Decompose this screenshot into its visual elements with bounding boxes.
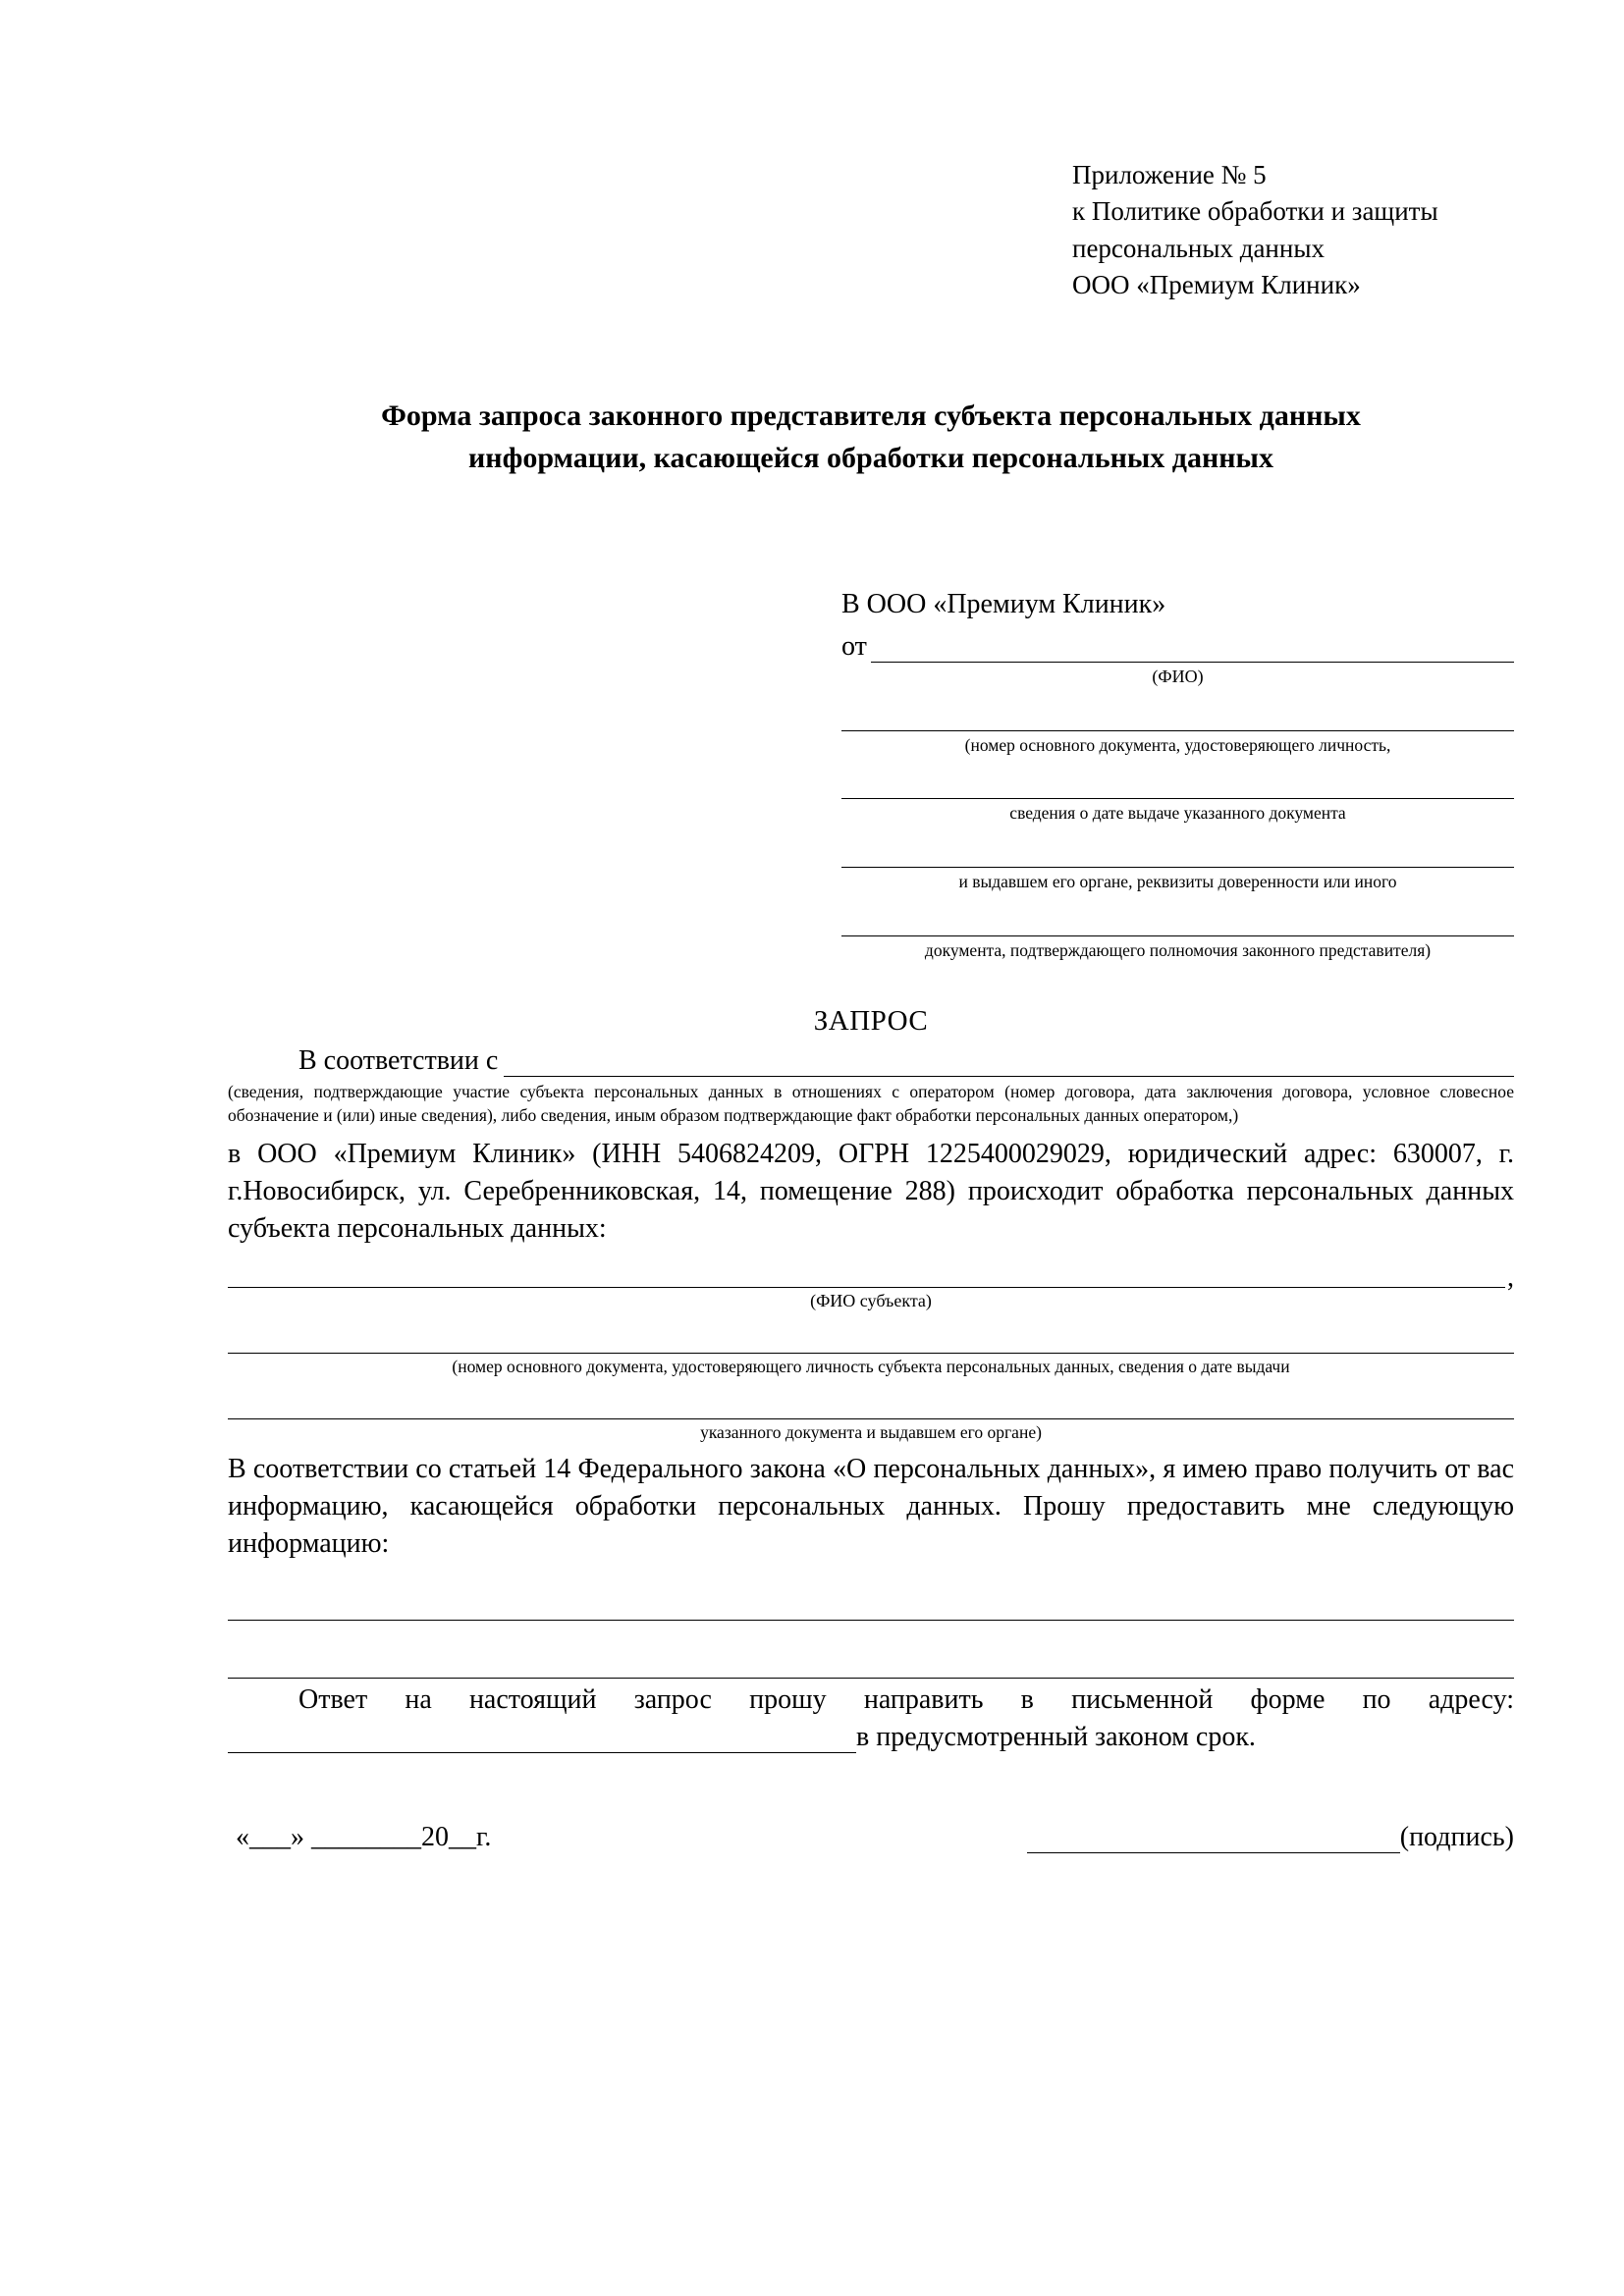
subject-doc-field-1[interactable] [228, 1323, 1514, 1354]
signature-date[interactable]: «___» ________20__г. [236, 1821, 492, 1852]
answer-address-tail: в предусмотренный законом срок. [856, 1721, 1256, 1752]
in-accordance-field[interactable] [504, 1050, 1514, 1077]
operator-paragraph: в ООО «Премиум Клиник» (ИНН 5406824209, ОГРН 1225400029029, юридический адрес: 630007, г. г.Новосибирск, ул. Серебренниковская, 14, помещение 288) происходит обработка персональных данных субъекта персональных данных: [228, 1139, 1514, 1245]
in-accordance-row [228, 1045, 1514, 1077]
page-title [228, 396, 1514, 479]
page-title-line2: информации, касающейся обработки персональных данных [468, 441, 1273, 474]
from-name-field[interactable] [871, 636, 1514, 663]
from-label: от [841, 631, 867, 663]
law-paragraph: В соответствии со статьей 14 Федерального закона «О персональных данных», я имею право получить от вас информацию, касающейся обработки персональных данных. Прошу предоставить мне следующую информацию: [228, 1453, 1514, 1559]
subject-fio-caption: (ФИО субъекта) [810, 1290, 932, 1310]
document-content [228, 157, 1514, 1853]
answer-address-row [228, 1722, 1514, 1753]
answer-paragraph: Ответ на настоящий запрос прошу направить в письменной форме по адресу: [298, 1683, 1514, 1715]
subject-doc-field-2[interactable] [228, 1389, 1514, 1419]
representative-doc-field-4[interactable] [841, 906, 1514, 936]
subject-fio-row [228, 1261, 1514, 1293]
requested-info-field-2[interactable] [228, 1638, 1514, 1679]
from-name-caption: (ФИО) [1152, 667, 1204, 687]
subject-fio-comma: , [1507, 1261, 1514, 1293]
appendix-header [1072, 157, 1514, 303]
from-row [841, 631, 1514, 663]
appendix-organization: ООО «Премиум Клиник» [1072, 269, 1361, 299]
subject-doc-caption-2: указанного документа и выдавшем его органе) [700, 1421, 1042, 1442]
representative-doc-caption-4: документа, подтверждающего полномочия законного представителя) [924, 939, 1432, 960]
representative-doc-field-3[interactable] [841, 837, 1514, 868]
appendix-number: Приложение № 5 [1072, 160, 1267, 189]
signature-row [228, 1822, 1514, 1853]
in-accordance-note: (сведения, подтверждающие участие субъекта персональных данных в отношениях с оператором (номер договора, дата заключения договора, условное словесное обозначение и (или) иные сведения), либо сведения, иным образом подтверждающие факт обработки персональных данных оператором,) [228, 1081, 1514, 1126]
signature-label: (подпись) [1399, 1821, 1514, 1852]
answer-address-field[interactable] [228, 1727, 856, 1753]
addressee-organization: В ООО «Премиум Клиник» [841, 589, 1166, 620]
page-title-line1: Форма запроса законного представителя субъекта персональных данных [381, 400, 1361, 432]
in-accordance-label: В соответствии с [298, 1044, 499, 1076]
addressee-block [841, 589, 1514, 961]
appendix-policy-line2: персональных данных [1072, 233, 1325, 263]
representative-doc-field-1[interactable] [841, 701, 1514, 731]
appendix-policy-line1: к Политике обработки и защиты [1072, 196, 1438, 227]
representative-doc-field-2[interactable] [841, 769, 1514, 799]
representative-doc-caption-1: (номер основного документа, удостоверяющего личность, [964, 734, 1391, 755]
signature-field[interactable] [1027, 1827, 1400, 1853]
representative-doc-caption-2: сведения о дате выдаче указанного документа [1009, 803, 1346, 824]
representative-doc-caption-3: и выдавшем его органе, реквизиты доверенности или иного [958, 872, 1397, 892]
requested-info-field-1[interactable] [228, 1580, 1514, 1621]
request-heading: ЗАПРОС [813, 1004, 929, 1037]
subject-doc-caption-1: (номер основного документа, удостоверяющего личность субъекта персональных данных, сведения о дате выдачи [452, 1356, 1290, 1376]
subject-fio-field[interactable] [228, 1261, 1505, 1288]
